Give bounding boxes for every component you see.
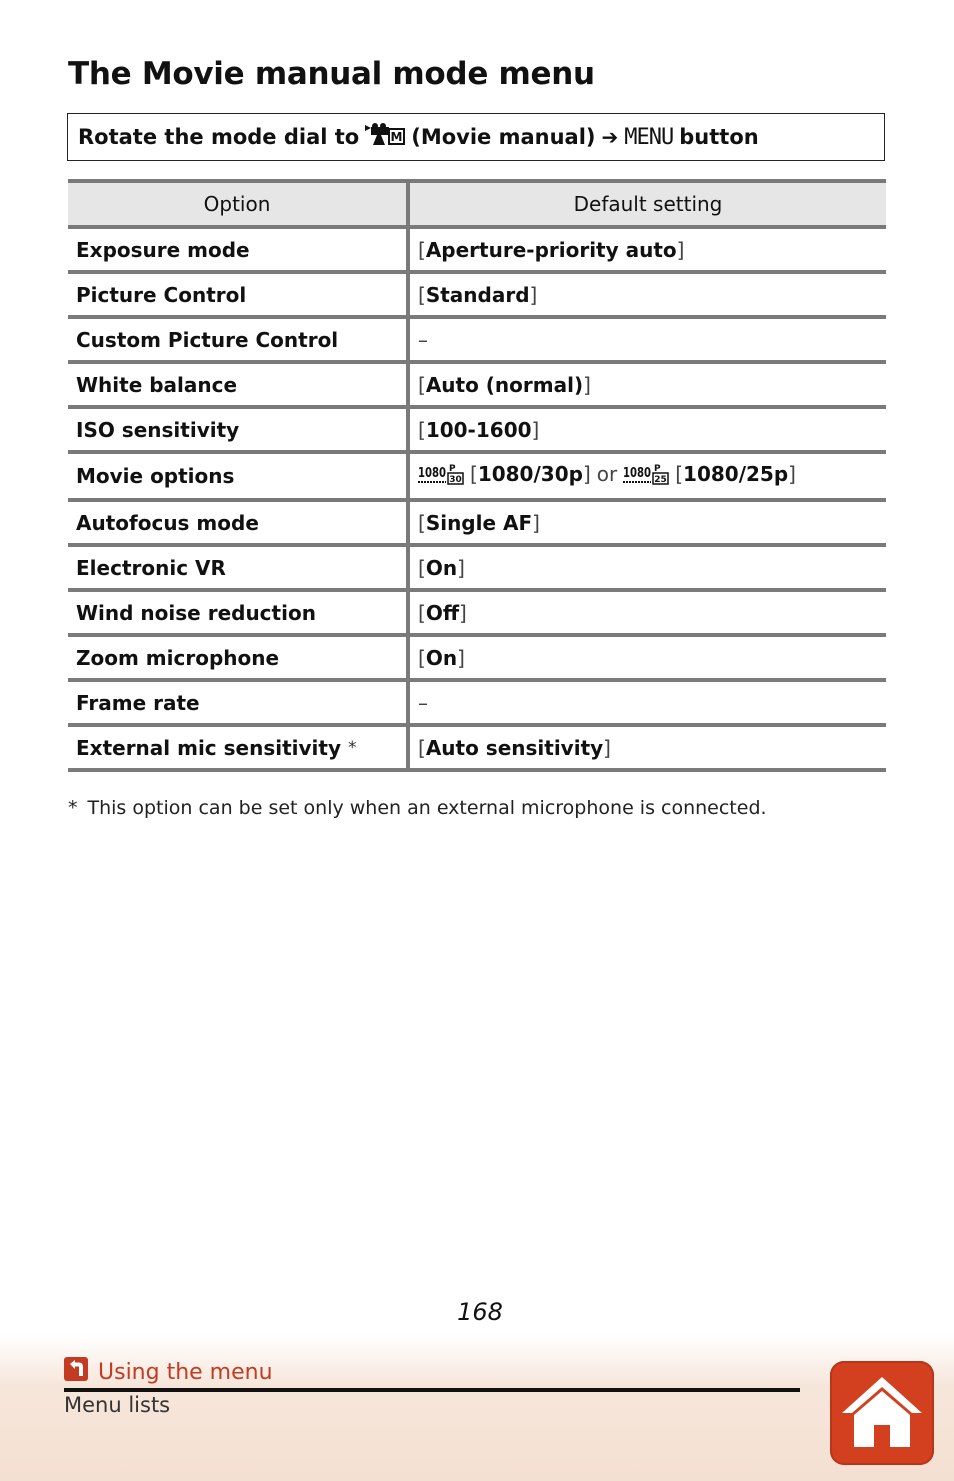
option-name: Electronic VR: [68, 545, 408, 590]
nav-text-before: Rotate the mode dial to: [78, 125, 360, 149]
default-value-text: Off: [425, 600, 460, 625]
movie-manual-mode-icon: [365, 123, 405, 152]
default-value: [Aperture-priority auto]: [408, 227, 886, 272]
default-value-text: On: [425, 555, 458, 580]
return-arrow-icon: [64, 1357, 88, 1387]
movie-1080-25p-icon: [623, 462, 669, 491]
footnote-mark: *: [68, 797, 78, 819]
nav-text-after: button: [679, 125, 759, 149]
footnote: [68, 797, 767, 819]
column-header-option: Option: [68, 181, 408, 227]
movie-1080-30p-icon: [418, 462, 464, 491]
nav-mode-label: (Movie manual): [411, 125, 596, 149]
option-name: Movie options: [68, 452, 408, 500]
default-value-text: 1080/25p: [683, 461, 789, 486]
option-name: White balance: [68, 362, 408, 407]
home-button[interactable]: [830, 1361, 934, 1465]
option-name: [68, 725, 408, 770]
svg-text:P: P: [654, 463, 661, 474]
option-name: Custom Picture Control: [68, 317, 408, 362]
footnote-asterisk: *: [347, 737, 357, 758]
default-value-text: On: [425, 645, 458, 670]
table-row: [68, 635, 886, 680]
table-row: [68, 725, 886, 770]
default-value-text: 100-1600: [425, 417, 532, 442]
svg-text:1080: 1080: [418, 465, 446, 481]
option-name: Exposure mode: [68, 227, 408, 272]
default-value: [408, 680, 886, 725]
section-label[interactable]: Using the menu: [98, 1359, 273, 1385]
no-default-dash: –: [418, 327, 428, 352]
table-row: [68, 272, 886, 317]
default-value-text: Single AF: [425, 510, 533, 535]
table-row: [68, 452, 886, 500]
option-name: Picture Control: [68, 272, 408, 317]
default-value-text: 1080/30p: [477, 461, 583, 486]
table-header-row: [68, 181, 886, 227]
column-header-default: Default setting: [408, 181, 886, 227]
footer-divider: [64, 1388, 800, 1392]
page-title: The Movie manual mode menu: [68, 56, 595, 92]
page-number: 168: [457, 1298, 503, 1326]
svg-text:M: M: [390, 129, 403, 144]
default-value-text: Auto sensitivity: [425, 735, 604, 760]
default-value: [Single AF]: [408, 500, 886, 545]
option-name: Frame rate: [68, 680, 408, 725]
default-value: [Off]: [408, 590, 886, 635]
table-row: [68, 227, 886, 272]
default-value: [100-1600]: [408, 407, 886, 452]
table-row: [68, 362, 886, 407]
table-row: [68, 317, 886, 362]
home-icon: [840, 1373, 924, 1453]
table-row: [68, 590, 886, 635]
default-value: 1080 P 30 [1080/30p] or 1080 P 25 [1080/25p]: [408, 452, 886, 500]
default-value: [On]: [408, 545, 886, 590]
settings-table: [68, 179, 886, 772]
option-name: ISO sensitivity: [68, 407, 408, 452]
footer: [0, 1335, 954, 1481]
option-name: Wind noise reduction: [68, 590, 408, 635]
table-row: [68, 545, 886, 590]
menu-button-label: MENU: [624, 124, 674, 150]
default-value-text: Auto (normal): [425, 372, 584, 397]
svg-text:30: 30: [449, 474, 462, 485]
default-value: [Standard]: [408, 272, 886, 317]
subsection-label: Menu lists: [64, 1393, 171, 1417]
section-link[interactable]: [64, 1357, 273, 1387]
default-value: [Auto sensitivity]: [408, 725, 886, 770]
option-name-text: External mic sensitivity: [76, 735, 341, 760]
navigation-instruction: [67, 113, 885, 161]
table-row: [68, 680, 886, 725]
footnote-text: This option can be set only when an external microphone is connected.: [87, 797, 767, 819]
arrow-right-icon: ➔: [601, 125, 619, 149]
table-row: [68, 500, 886, 545]
default-value: [On]: [408, 635, 886, 680]
default-value-text: Aperture-priority auto: [425, 237, 677, 262]
svg-text:1080: 1080: [623, 465, 652, 481]
svg-text:P: P: [449, 463, 456, 474]
option-name: Zoom microphone: [68, 635, 408, 680]
option-name: Autofocus mode: [68, 500, 408, 545]
no-default-dash: –: [418, 690, 428, 715]
default-value: [408, 317, 886, 362]
table-row: [68, 407, 886, 452]
or-text: or: [596, 461, 618, 486]
default-value: [Auto (normal)]: [408, 362, 886, 407]
default-value-text: Standard: [425, 282, 530, 307]
svg-text:25: 25: [654, 474, 667, 485]
